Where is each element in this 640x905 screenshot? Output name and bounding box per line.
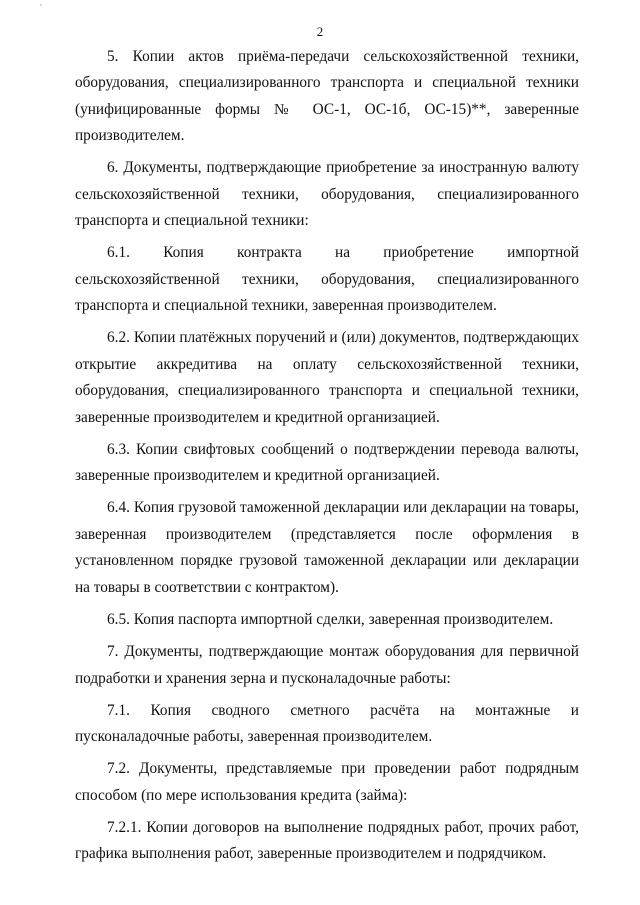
document-body [75,44,579,874]
paragraph-item-7-2-1: 7.2.1. Копии договоров на выполнение подрядных работ, прочих работ, графика выполнения работ, заверенные производителем и подрядчиком. [75,818,579,863]
paragraph-item-7-1: 7.1. Копия сводного сметного расчёта на монтажные и пусконаладочные работы, заверенная производителем. [75,701,579,746]
paragraph-item-6-1: 6.1. Копия контракта на приобретение импортной сельскохозяйственной техники, оборудования, специализированного транспорта и специальной техники, заверенная производителем. [75,244,579,315]
paragraph-item-6-5: 6.5. Копия паспорта импортной сделки, заверенная производителем. [107,610,554,628]
paragraph-item-5: 5. Копии актов приёма-передачи сельскохозяйственной техники, оборудования, специализированного транспорта и специальной техники (унифицированные формы № ОС-1, ОС-1б, ОС-15)**, заверенные производителем. [75,48,579,145]
paragraph-item-6: 6. Документы, подтверждающие приобретение за иностранную валюту сельскохозяйственной техники, оборудования, специализированного транспорта и специальной техники: [75,159,579,230]
paragraph-item-7: 7. Документы, подтверждающие монтаж оборудования для первичной подработки и хранения зерна и пусконаладочные работы: [75,643,579,687]
paragraph-item-7-2: 7.2. Документы, представляемые при проведении работ подрядным способом (по мере использования кредита (займа): [75,760,579,804]
paragraph-item-6-3: 6.3. Копии свифтовых сообщений о подтверждении перевода валюты, заверенные производителем и кредитной организацией. [75,440,579,485]
scan-speck [40,4,42,6]
paragraph-item-6-2: 6.2. Копии платёжных поручений и (или) документов, подтверждающих открытие аккредитива на оплату сельскохозяйственной техники, оборудования, специализированного транспорта и специальной техники, заверенные производителем и кредитной организацией. [75,329,579,426]
page-number: 2 [316,24,324,39]
paragraph-item-6-4: 6.4. Копия грузовой таможенной декларации или декларации на товары, заверенная производителем (представляется после оформления в установленном порядке грузовой таможенной декларации или декларации на товары в соответствии с контрактом). [75,499,579,596]
